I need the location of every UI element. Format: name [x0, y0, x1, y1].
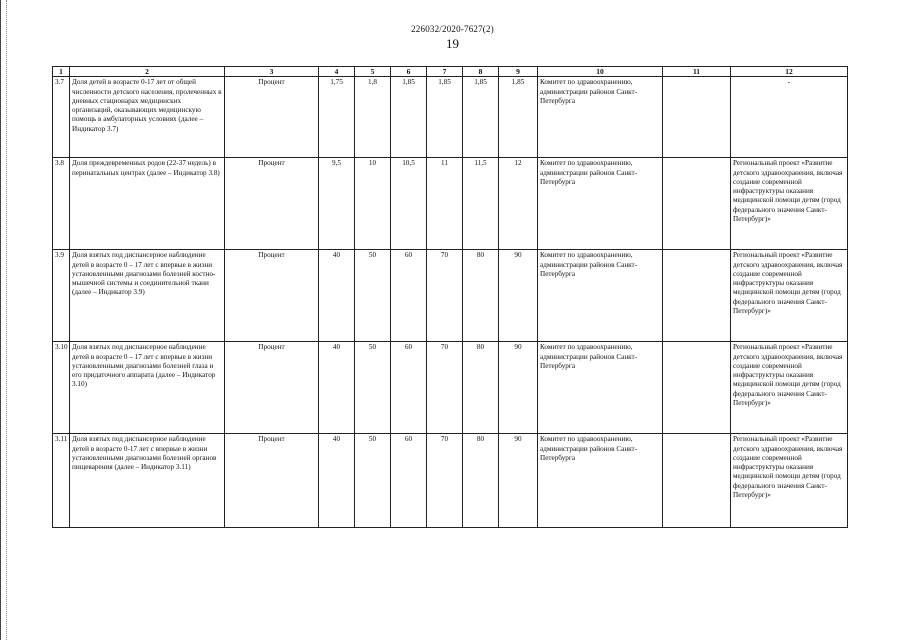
value-cell: 10 [355, 158, 391, 250]
table-row [53, 342, 848, 434]
project-cell: Региональный проект «Развитие детского здравоохранения, включая создание современной инфраструктуры оказания медицинской помощи детям (город федерального значения Санкт-Петербург)» [731, 250, 848, 342]
header-cell: 5 [355, 67, 391, 77]
value-cell: 90 [499, 434, 538, 528]
header-cell: 3 [225, 67, 319, 77]
column-11-cell [663, 434, 731, 528]
indicator-name: Доля взятых под диспансерное наблюдение детей в возрасте 0 – 17 лет с впервые в жизни установленными диагнозами болезней глаза и его придаточного аппарата (далее – Индикатор 3.10) [70, 342, 225, 434]
value-cell: 50 [355, 342, 391, 434]
unit-cell: Процент [225, 342, 319, 434]
header-cell: 10 [538, 67, 663, 77]
value-cell: 80 [463, 342, 499, 434]
value-cell: 50 [355, 434, 391, 528]
table-row [53, 77, 848, 158]
value-cell: 1,85 [499, 77, 538, 158]
value-cell: 11 [427, 158, 463, 250]
row-code: 3.10 [53, 342, 70, 434]
executor-cell: Комитет по здравоохранению, администрации районов Санкт-Петербурга [538, 434, 663, 528]
header-cell: 7 [427, 67, 463, 77]
indicator-name: Доля взятых под диспансерное наблюдение детей в возрасте 0-17 лет с впервые в жизни установленными диагнозами болезней органов пищеварения (далее – Индикатор 3.11) [70, 434, 225, 528]
column-11-cell [663, 342, 731, 434]
header-cell: 6 [391, 67, 427, 77]
unit-cell: Процент [225, 77, 319, 158]
executor-cell: Комитет по здравоохранению, администрации районов Санкт-Петербурга [538, 158, 663, 250]
table-row [53, 158, 848, 250]
column-11-cell [663, 77, 731, 158]
header-cell: 11 [663, 67, 731, 77]
value-cell: 60 [391, 434, 427, 528]
value-cell: 80 [463, 250, 499, 342]
scan-edge [0, 0, 7, 640]
value-cell: 1,85 [463, 77, 499, 158]
header-cell: 9 [499, 67, 538, 77]
page-number: 19 [446, 36, 459, 51]
unit-cell: Процент [225, 250, 319, 342]
value-cell: 1,85 [391, 77, 427, 158]
value-cell: 1,75 [319, 77, 355, 158]
value-cell: 90 [499, 250, 538, 342]
table-row [53, 250, 848, 342]
document-number: 226032/2020-7627(2) [411, 24, 494, 34]
value-cell: 70 [427, 434, 463, 528]
value-cell: 50 [355, 250, 391, 342]
header-cell: 4 [319, 67, 355, 77]
executor-cell: Комитет по здравоохранению, администрации районов Санкт-Петербурга [538, 77, 663, 158]
value-cell: 9,5 [319, 158, 355, 250]
column-11-cell [663, 250, 731, 342]
header-cell: 2 [70, 67, 225, 77]
header-row [53, 67, 848, 77]
row-code: 3.8 [53, 158, 70, 250]
indicators-table [52, 66, 848, 528]
value-cell: 40 [319, 250, 355, 342]
executor-cell: Комитет по здравоохранению, администрации районов Санкт-Петербурга [538, 342, 663, 434]
project-cell: Региональный проект «Развитие детского здравоохранения, включая создание современной инфраструктуры оказания медицинской помощи детям (город федерального значения Санкт-Петербург)» [731, 342, 848, 434]
value-cell: 60 [391, 342, 427, 434]
project-cell: Региональный проект «Развитие детского здравоохранения, включая создание современной инфраструктуры оказания медицинской помощи детям (город федерального значения Санкт-Петербург)» [731, 434, 848, 528]
indicator-name: Доля преждевременных родов (22-37 недель) в перинатальных центрах (далее – Индикатор 3.8) [70, 158, 225, 250]
table-row [53, 434, 848, 528]
value-cell: 70 [427, 250, 463, 342]
row-code: 3.9 [53, 250, 70, 342]
executor-cell: Комитет по здравоохранению, администрации районов Санкт-Петербурга [538, 250, 663, 342]
indicator-name: Доля взятых под диспансерное наблюдение детей в возрасте 0 – 17 лет с впервые в жизни установленными диагнозами болезней костно-мышечной системы и соединительной ткани (далее – Индикатор 3.9) [70, 250, 225, 342]
value-cell: 40 [319, 342, 355, 434]
indicator-name: Доля детей в возрасте 0-17 лет от общей численности детского населения, пролеченных в дневных стационарах медицинских организаций, оказывающих медицинскую помощь в амбулаторных условиях (далее – Индикатор 3.7) [70, 77, 225, 158]
value-cell: 40 [319, 434, 355, 528]
value-cell: 70 [427, 342, 463, 434]
value-cell: 60 [391, 250, 427, 342]
header-cell: 12 [731, 67, 848, 77]
value-cell: 11,5 [463, 158, 499, 250]
value-cell: 1,8 [355, 77, 391, 158]
value-cell: 1,85 [427, 77, 463, 158]
row-code: 3.7 [53, 77, 70, 158]
project-cell: - [731, 77, 848, 158]
value-cell: 80 [463, 434, 499, 528]
value-cell: 10,5 [391, 158, 427, 250]
project-cell: Региональный проект «Развитие детского здравоохранения, включая создание современной инфраструктуры оказания медицинской помощи детям (город федерального значения Санкт-Петербург)» [731, 158, 848, 250]
column-11-cell [663, 158, 731, 250]
value-cell: 90 [499, 342, 538, 434]
unit-cell: Процент [225, 158, 319, 250]
unit-cell: Процент [225, 434, 319, 528]
header-cell: 1 [53, 67, 70, 77]
value-cell: 12 [499, 158, 538, 250]
row-code: 3.11 [53, 434, 70, 528]
header-cell: 8 [463, 67, 499, 77]
